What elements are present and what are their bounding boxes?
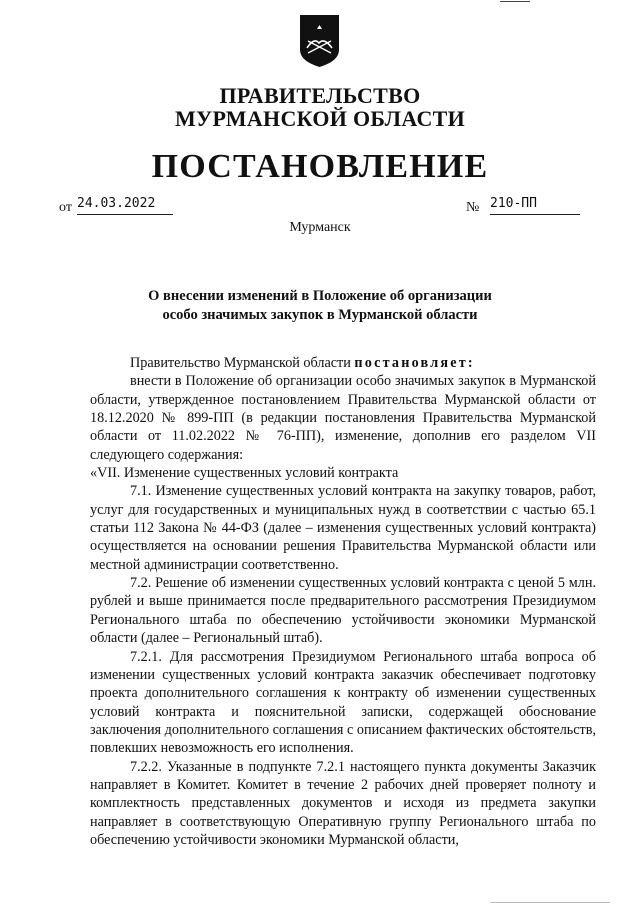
preamble (90, 354, 596, 372)
preamble-resolves: постановляет: (354, 355, 475, 371)
document-number: 210-ПП (490, 196, 580, 215)
section-heading: «VII. Изменение существенных условий контракта (90, 465, 399, 482)
paragraph-7-2-2: 7.2.2. Указанные в подпункте 7.2.1 настоящего пункта документы Заказчик направляет в Комитет. Комитет в течение 2 рабочих дней проверяет полноту и комплектность представленных документов и исходя из предмета закупки направляет в соответствующую Оперативную группу Регионального штаба по обеспечению устойчивости экономики Мурманской области, (90, 758, 596, 848)
preamble-text: Правительство Мурманской области (130, 355, 355, 371)
government-name-line2: МУРМАНСКОЙ ОБЛАСТИ (174, 106, 466, 131)
paragraph-amendment: внести в Положение об организации особо значимых закупок в Мурманской области, утвержденное постановлением Правительства Мурманской области от 18.12.2020 № 899-ПП (в редакции постановления Правительства Мурманской области от 11.02.2022 № 76-ПП), изменение, дополнив его разделом VII следующего содержания: (90, 373, 596, 463)
city: Мурманск (289, 220, 351, 235)
document-date: 24.03.2022 (77, 196, 173, 215)
paragraph-7-1: 7.1. Изменение существенных условий контракта на закупку товаров, работ, услуг для государственных и муниципальных нужд в соответствии с частью 65.1 статьи 112 Закона № 44-ФЗ (далее – изменения существенных условий контракта) осуществляется на основании решения Правительства Мурманской области или местной администрации соответственно. (90, 483, 596, 573)
subject-line2: особо значимых закупок в Мурманской области (162, 307, 478, 323)
document-subject (0, 287, 640, 325)
document-type: ПОСТАНОВЛЕНИЕ (151, 148, 489, 185)
paragraph-7-2-1: 7.2.1. Для рассмотрения Президиумом Регионального штаба вопроса об изменении существенных условий контракта заказчик обеспечивает подготовку проекта дополнительного соглашения к контракту об изменении существенных условий контракта и пояснительной записки, содержащей обоснование заключения дополнительного соглашения с описанием фактических обстоятельств, повлекших невозможность его исполнения. (90, 648, 596, 757)
paragraph-7-2: 7.2. Решение об изменении существенных условий контракта с ценой 5 млн. рублей и выше принимается после предварительного рассмотрения Президиумом Регионального штаба по обеспечению устойчивости экономики Мурманской области (далее – Региональный штаб). (90, 575, 596, 647)
bottom-scan-mark (490, 902, 610, 903)
coat-of-arms-icon (299, 14, 340, 68)
date-prefix: от (59, 200, 72, 215)
document-body (90, 354, 596, 849)
number-prefix: № (466, 200, 480, 215)
top-scan-mark (500, 1, 530, 2)
subject-line1: О внесении изменений в Положение об организации (148, 288, 492, 304)
government-name-line1: ПРАВИТЕЛЬСТВО (219, 83, 421, 108)
government-name (0, 84, 640, 130)
